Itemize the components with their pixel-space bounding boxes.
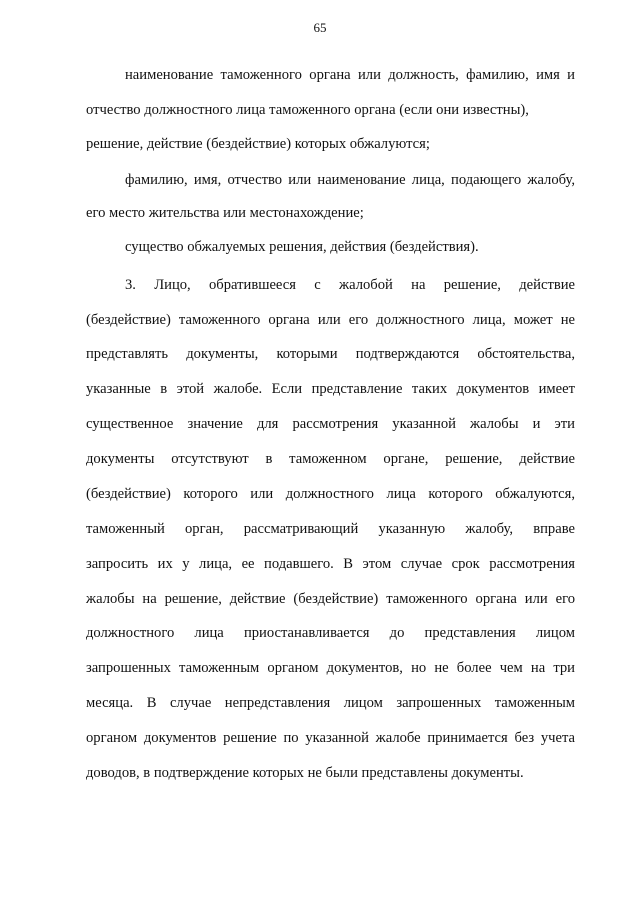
text-line: документы отсутствуют в таможенном органе, решение, действие bbox=[86, 451, 575, 467]
text-line: (бездействие) таможенного органа или его должностного лица, может не bbox=[86, 312, 575, 328]
text-line: должностного лица приостанавливается до представления лицом bbox=[86, 625, 575, 641]
text-line: (бездействие) которого или должностного лица которого обжалуются, bbox=[86, 486, 575, 502]
text-line: жалобы на решение, действие (бездействие) таможенного органа или его bbox=[86, 591, 575, 607]
text-line: таможенный орган, рассматривающий указанную жалобу, вправе bbox=[86, 521, 575, 537]
text-line: представлять документы, которыми подтверждаются обстоятельства, bbox=[86, 346, 575, 362]
text-line: отчество должностного лица таможенного органа (если они известны), bbox=[86, 102, 529, 118]
text-line: месяца. В случае непредставления лицом запрошенных таможенным bbox=[86, 695, 575, 711]
text-line: существо обжалуемых решения, действия (бездействия). bbox=[125, 239, 479, 255]
page-number: 65 bbox=[313, 20, 327, 35]
text-line: существенное значение для рассмотрения указанной жалобы и эти bbox=[86, 416, 575, 432]
text-line: указанные в этой жалобе. Если представление таких документов имеет bbox=[86, 381, 575, 397]
text-line: его место жительства или местонахождение; bbox=[86, 205, 364, 221]
text-line: доводов, в подтверждение которых не были представлены документы. bbox=[86, 765, 524, 781]
text-line: решение, действие (бездействие) которых обжалуются; bbox=[86, 136, 430, 152]
text-line: запросить их у лица, ее подавшего. В этом случае срок рассмотрения bbox=[86, 556, 575, 572]
text-line: запрошенных таможенным органом документов, но не более чем на три bbox=[86, 660, 575, 676]
text-line: органом документов решение по указанной жалобе принимается без учета bbox=[86, 730, 575, 746]
text-line: 3. Лицо, обратившееся с жалобой на решение, действие bbox=[125, 277, 575, 293]
text-line: наименование таможенного органа или должность, фамилию, имя и bbox=[125, 67, 575, 83]
text-line: фамилию, имя, отчество или наименование лица, подающего жалобу, bbox=[125, 172, 575, 188]
